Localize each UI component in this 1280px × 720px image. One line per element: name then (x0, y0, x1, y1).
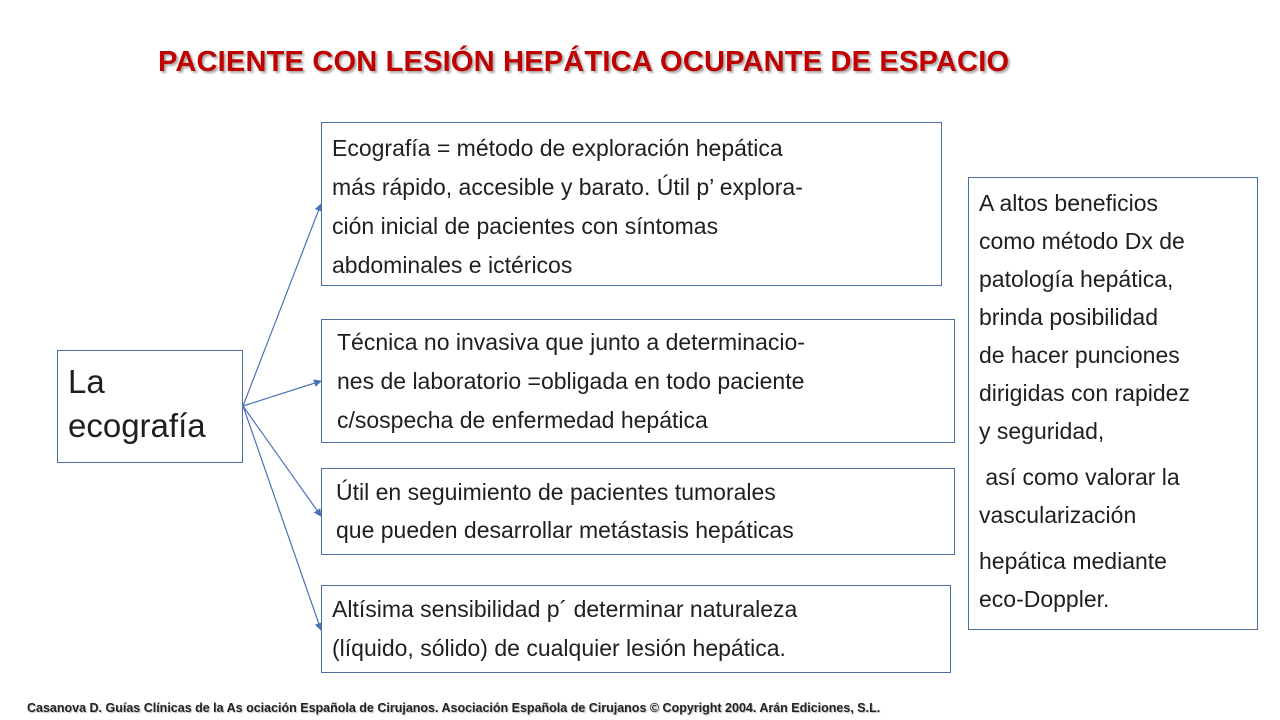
info-box-3 (321, 468, 955, 555)
benefits-line: vascularización (979, 502, 1137, 528)
benefits-line: eco-Doppler. (979, 586, 1110, 612)
info-line: (líquido, sólido) de cualquier lesión hepática. (332, 635, 786, 661)
main-topic-line: ecografía (68, 407, 206, 444)
benefits-line: A altos beneficios (979, 190, 1159, 216)
main-topic-box (57, 350, 243, 463)
info-box-1 (321, 122, 942, 286)
info-line: nes de laboratorio =obligada en todo paciente (337, 368, 805, 394)
benefits-line: así como valorar la (979, 464, 1180, 490)
info-box-2 (321, 319, 955, 443)
citation-footer: Casanova D. Guías Clínicas de la As ociación Española de Cirujanos. Asociación Española de Cirujanos © Copyright 2004. Arán Ediciones, S.L. (27, 701, 881, 715)
benefits-line: como método Dx de (979, 228, 1185, 254)
benefits-box (968, 177, 1258, 630)
info-line: Altísima sensibilidad p´ determinar naturaleza (332, 596, 798, 622)
benefits-line: patología hepática, (979, 266, 1174, 292)
info-line: más rápido, accesible y barato. Útil p’ explora- (332, 174, 803, 200)
info-line: c/sospecha de enfermedad hepática (337, 407, 708, 433)
main-topic-line: La (68, 363, 105, 400)
info-line: abdominales e ictéricos (332, 252, 573, 278)
benefits-line: dirigidas con rapidez (979, 380, 1190, 406)
info-line: Ecografía = método de exploración hepática (332, 135, 783, 161)
benefits-line: hepática mediante (979, 548, 1167, 574)
slide-title: PACIENTE CON LESIÓN HEPÁTICA OCUPANTE DE ESPACIO (158, 46, 1010, 78)
info-line: que pueden desarrollar metástasis hepáticas (336, 517, 794, 543)
arrow-to-box-4 (243, 406, 321, 630)
info-line: Técnica no invasiva que junto a determinacio- (337, 329, 805, 355)
info-line: ción inicial de pacientes con síntomas (332, 213, 719, 239)
benefits-line: de hacer punciones (979, 342, 1180, 368)
benefits-line: y seguridad, (979, 418, 1105, 444)
arrow-to-box-2 (243, 381, 321, 406)
info-line: Útil en seguimiento de pacientes tumorales (336, 479, 776, 505)
benefits-line: brinda posibilidad (979, 304, 1159, 330)
info-box-4 (321, 585, 951, 673)
arrow-to-box-1 (243, 204, 321, 406)
arrow-to-box-3 (243, 406, 321, 516)
